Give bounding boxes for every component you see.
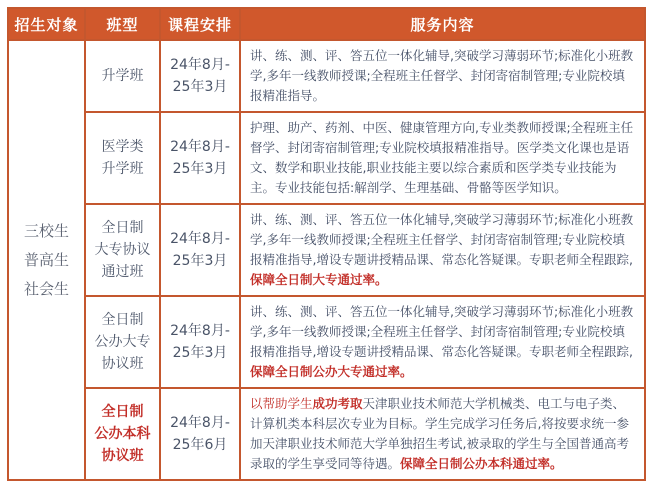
- schedule-cell-line: 24年8月-: [170, 415, 230, 431]
- service-text-segment: 以帮助学生: [250, 396, 313, 411]
- class-type-cell-line: 全日制: [101, 220, 144, 236]
- class-type-cell-line: 医学类: [101, 139, 144, 155]
- service-text-segment: 成功考取: [312, 396, 363, 411]
- service-text-segment: 保障全日制公办本科通过率。: [400, 456, 563, 471]
- service-text-segment: 讲、练、测、评、答五位一体化辅导,突破学习薄弱环节;标准化小班教学,多年一线教师授课;全程班主任督学、封闭寄宿制管理;专业院校填报精准指导,增设专题讲授精品课、常态化答疑课。专职老师全程跟踪,: [250, 212, 634, 267]
- col-header-service: 服务内容: [240, 8, 645, 40]
- audience-cell: [8, 40, 85, 480]
- class-type-cell-line: 升学班: [101, 161, 144, 177]
- schedule-cell: [160, 40, 240, 112]
- audience-cell-line: 普高生: [23, 250, 69, 269]
- class-type-cell: [85, 112, 160, 204]
- schedule-cell-line: 24年8月-: [170, 231, 230, 247]
- class-type-cell-line: 协议班: [101, 356, 144, 372]
- class-type-cell: [85, 388, 160, 480]
- table-row: [8, 204, 645, 296]
- schedule-cell-line: 25年3月: [172, 253, 228, 269]
- service-content-cell: [240, 112, 645, 204]
- schedule-cell-line: 24年8月-: [170, 57, 230, 73]
- class-type-cell-line: 公办本科: [94, 426, 151, 442]
- schedule-cell: [160, 204, 240, 296]
- service-text-segment: 讲、练、测、评、答五位一体化辅导,突破学习薄弱环节;标准化小班教学,多年一线教师授课;全程班主任督学、封闭寄宿制管理;专业院校填报精准指导,增设专题讲授精品课、常态化答疑课。专职老师全程跟踪,: [250, 304, 634, 359]
- schedule-cell-line: 25年6月: [172, 437, 228, 453]
- class-type-cell-line: 全日制: [101, 312, 144, 328]
- class-type-cell-line: 协议班: [101, 448, 144, 464]
- table-row: [8, 296, 645, 388]
- schedule-cell-line: 24年8月-: [170, 139, 230, 155]
- header-row: [8, 8, 645, 40]
- class-type-cell-line: 大专协议: [94, 242, 151, 258]
- table-row: [8, 388, 645, 480]
- table-row: [8, 112, 645, 204]
- col-header-schedule: 课程安排: [160, 8, 240, 40]
- service-text-segment: 保障全日制大专通过率。: [250, 272, 388, 287]
- schedule-cell-line: 25年3月: [172, 79, 228, 95]
- service-text-segment: 保障全日制公办大专通过率。: [250, 364, 413, 379]
- col-header-audience: 招生对象: [8, 8, 85, 40]
- schedule-cell: [160, 296, 240, 388]
- schedule-cell: [160, 112, 240, 204]
- service-content-cell: [240, 40, 645, 112]
- class-type-cell: [85, 204, 160, 296]
- class-type-cell: [85, 296, 160, 388]
- class-type-cell-line: 通过班: [101, 264, 144, 280]
- service-content-cell: [240, 388, 645, 480]
- enrollment-table: [7, 7, 646, 481]
- table-row: [8, 40, 645, 112]
- service-text-segment: 护理、助产、药剂、中医、健康管理方向,专业类教师授课;全程班主任督学、封闭寄宿制管理;专业院校填报精准指导。医学类文化课也是语文、数学和职业技能,职业技能主要以综合素质和医学类专业技能为主。专业技能包括:解剖学、生理基础、骨骼等医学知识。: [250, 120, 634, 195]
- schedule-cell-line: 25年3月: [172, 161, 228, 177]
- schedule-cell: [160, 388, 240, 480]
- col-header-class-type: 班型: [85, 8, 160, 40]
- service-content-cell: [240, 204, 645, 296]
- audience-cell-line: 三校生: [23, 221, 69, 240]
- service-text-segment: 天津职业技术师范大学机械类、电工与电子类、计算机类本科层次专业为目标。学生完成学习任务后,将按要求统一参加天津职业技术师范大学单独招生考试,被录取的学生与全国普通高考录取的学生享受同等待遇。: [250, 396, 629, 471]
- schedule-cell-line: 25年3月: [172, 345, 228, 361]
- audience-cell-line: 社会生: [23, 279, 69, 298]
- class-type-cell: [85, 40, 160, 112]
- service-content-cell: [240, 296, 645, 388]
- schedule-cell-line: 24年8月-: [170, 323, 230, 339]
- class-type-cell-line: 公办大专: [94, 334, 151, 350]
- service-text-segment: 讲、练、测、评、答五位一体化辅导,突破学习薄弱环节;标准化小班教学,多年一线教师授课;全程班主任督学、封闭寄宿制管理;专业院校填报精准指导。: [250, 48, 634, 103]
- class-type-cell-line: 全日制: [101, 404, 144, 420]
- class-type-cell-line: 升学班: [101, 68, 144, 84]
